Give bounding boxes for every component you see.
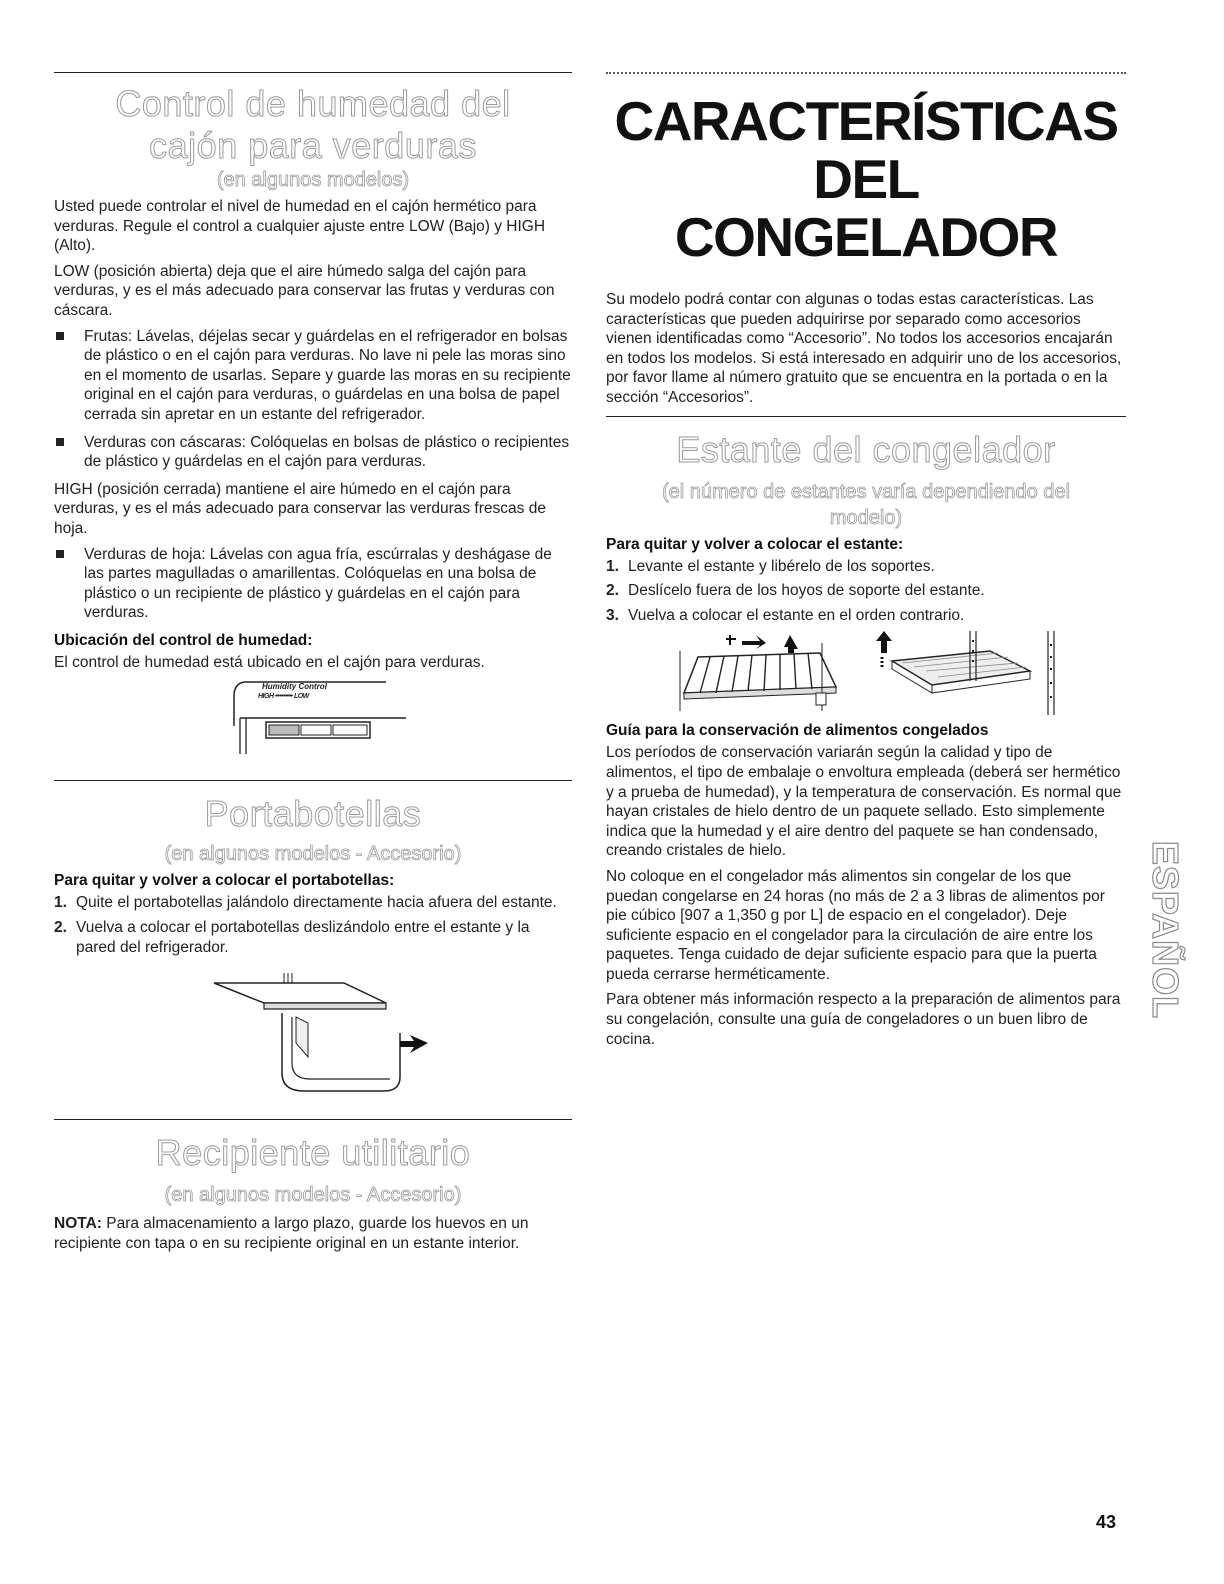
step-number: 2. [606, 582, 619, 600]
freezer-shelf-illustration [670, 631, 1126, 715]
note-text: Para almacenamiento a largo plazo, guarde los huevos en un recipiente con tapa o en su recipiente original en un estante interior. [54, 1215, 529, 1252]
location-text: El control de humedad está ubicado en el cajón para verduras. [54, 653, 485, 671]
bullet-text: Verduras de hoja: Lávelas con agua fría, escúrralas y deshágase de las partes magulladas o amarillentas. Colóquelas en una bolsa de plástico o un recipiente de plástico y guárdelas en el cajón para verduras. [84, 545, 552, 622]
step-number: 2. [54, 919, 67, 937]
section-divider [54, 1119, 572, 1120]
left-column [54, 72, 572, 1259]
location-heading: Ubicación del control de humedad: [54, 631, 313, 649]
freezer-intro: Su modelo podrá contar con algunas o todas estas características. Las características que pueden adquirirse por separado como accesorios vienen identificadas como “Accesorio”. No todos los accesorios encajarán en todos los modelos. Si está interesado en adquirir uno de los accesorios, por favor llame al número gratuito que se encuentra en la portada o en la sección “Accesorios”. [606, 291, 1122, 406]
bullet-square-icon [56, 332, 64, 340]
bottle-title: Portabotellas [204, 793, 422, 835]
step-text: Levante el estante y libérelo de los soportes. [628, 557, 935, 575]
freezer-shelf-figure [670, 631, 1070, 715]
freezer-title-line2: CONGELADOR [674, 206, 1058, 268]
section-divider [54, 72, 572, 73]
humidity-paragraph: HIGH (posición cerrada) mantiene el aire húmedo en el cajón para verduras, y es el más adecuado para conservar las verduras frescas de hoja. [54, 480, 546, 537]
bottle-holder-illustration [204, 973, 572, 1093]
humidity-control-scale: HIGH ••••••••• LOW [258, 693, 309, 701]
humidity-title-line1: Control de humedad del [115, 83, 511, 124]
step-number: 1. [606, 557, 619, 575]
bullet-text: Verduras con cáscaras: Colóquelas en bolsas de plástico o recipientes de plástico y guárdelas en el cajón para verduras. [84, 433, 570, 471]
bottle-holder-section [54, 793, 572, 1093]
language-tab [1145, 820, 1186, 1040]
bullet-text: Frutas: Lávelas, déjelas secar y guárdelas en el refrigerador en bolsas de plástico o en el cajón para verduras. No lave ni pele las moras sino en el momento de usarlas. Separe y guarde las moras en su recipiente original en el cajón para verduras, o guárdelas en una bolsa de papel cerrada sin apretar en un estante del refrigerador. [84, 327, 571, 423]
humidity-title-line2: cajón para verduras [149, 125, 477, 166]
utility-note [54, 1214, 572, 1253]
bullet-item [54, 433, 572, 472]
bottle-holder-figure [204, 973, 434, 1093]
freezer-title-line1: CARACTERÍSTICAS DEL [614, 90, 1118, 210]
step-item [54, 893, 572, 913]
step-item [606, 581, 1126, 601]
utility-bin-section [54, 1132, 572, 1253]
storage-paragraph: Los períodos de conservación variarán según la calidad y tipo de alimentos, el tipo de embalaje o envoltura empleada (deberá ser hermético y a prueba de humedad), y la temperatura de conservación. Es normal que hayan cristales de hielo dentro de un paquete sellado. Esto simplemente indica que la humedad y el aire dentro del paquete se han condensado, creando cristales de hielo. [606, 744, 1122, 860]
utility-title: Recipiente utilitario [155, 1132, 471, 1174]
section-divider [606, 72, 1126, 74]
utility-subtitle: (en algunos modelos - Accesorio) [164, 1184, 462, 1207]
section-divider [606, 416, 1126, 417]
freezer-shelf-section [606, 429, 1126, 716]
humidity-control-illustration [226, 678, 426, 758]
step-item [54, 918, 572, 957]
storage-paragraph: No coloque en el congelador más alimentos sin congelar de los que puedan congelarse en 24 horas (no más de 2 a 3 libras de alimentos por pie cúbico [907 a 1,350 g por L] de espacio en el congelador). Deje suficiente espacio en el congelador para la circulación de aire entre los paquetes. Tenga cuidado de dejar suficiente espacio para que la puerta pueda cerrarse herméticamente. [606, 867, 1105, 983]
step-item [606, 606, 1126, 626]
bottle-subtitle: (en algunos modelos - Accesorio) [164, 843, 462, 866]
humidity-paragraph: LOW (posición abierta) deja que el aire húmedo salga del cajón para verduras, y es el más adecuado para conservar las frutas y verduras con cáscara. [54, 262, 555, 319]
step-text: Vuelva a colocar el portabotellas deslizándolo entre el estante y la pared del refrigerador. [76, 919, 530, 956]
bullet-item [54, 327, 572, 425]
humidity-paragraph: Usted puede controlar el nivel de humedad en el cajón hermético para verduras. Regule el control a cualquier ajuste entre LOW (Bajo) y HIGH (Alto). [54, 198, 546, 255]
note-label: NOTA: [54, 1215, 102, 1233]
bullet-square-icon [56, 550, 64, 558]
page-number: 43 [1096, 1512, 1117, 1532]
step-text: Vuelva a colocar el estante en el orden contrario. [628, 606, 965, 624]
humidity-section [54, 83, 572, 758]
humidity-control-label: Humidity Control [262, 682, 327, 692]
step-text: Deslícelo fuera de los hoyos de soporte del estante. [628, 582, 985, 600]
step-text: Quite el portabotellas jalándolo directamente hacia afuera del estante. [76, 894, 557, 912]
right-column [606, 72, 1126, 1055]
section-divider [54, 780, 572, 781]
storage-heading: Guía para la conservación de alimentos congelados [606, 722, 989, 740]
bullet-item [54, 545, 572, 623]
shelf-subtitle-line1: (el número de estantes varía dependiendo del [661, 480, 1071, 503]
step-item [606, 557, 1126, 577]
shelf-subtitle-line2: modelo) [829, 506, 903, 529]
humidity-subtitle: (en algunos modelos) [216, 169, 410, 191]
shelf-heading: Para quitar y volver a colocar el estante: [606, 535, 904, 553]
shelf-title: Estante del congelador [676, 428, 1056, 470]
bottle-heading: Para quitar y volver a colocar el portabotellas: [54, 872, 395, 890]
bullet-square-icon [56, 438, 64, 446]
storage-paragraph: Para obtener más información respecto a la preparación de alimentos para su congelación, consulte una guía de congeladores o un buen libro de cocina. [606, 991, 1121, 1048]
language-tab-label: ESPAÑOL [1145, 840, 1186, 1020]
frozen-food-guide-section [606, 721, 1126, 1049]
step-number: 1. [54, 894, 67, 912]
step-number: 3. [606, 606, 619, 624]
